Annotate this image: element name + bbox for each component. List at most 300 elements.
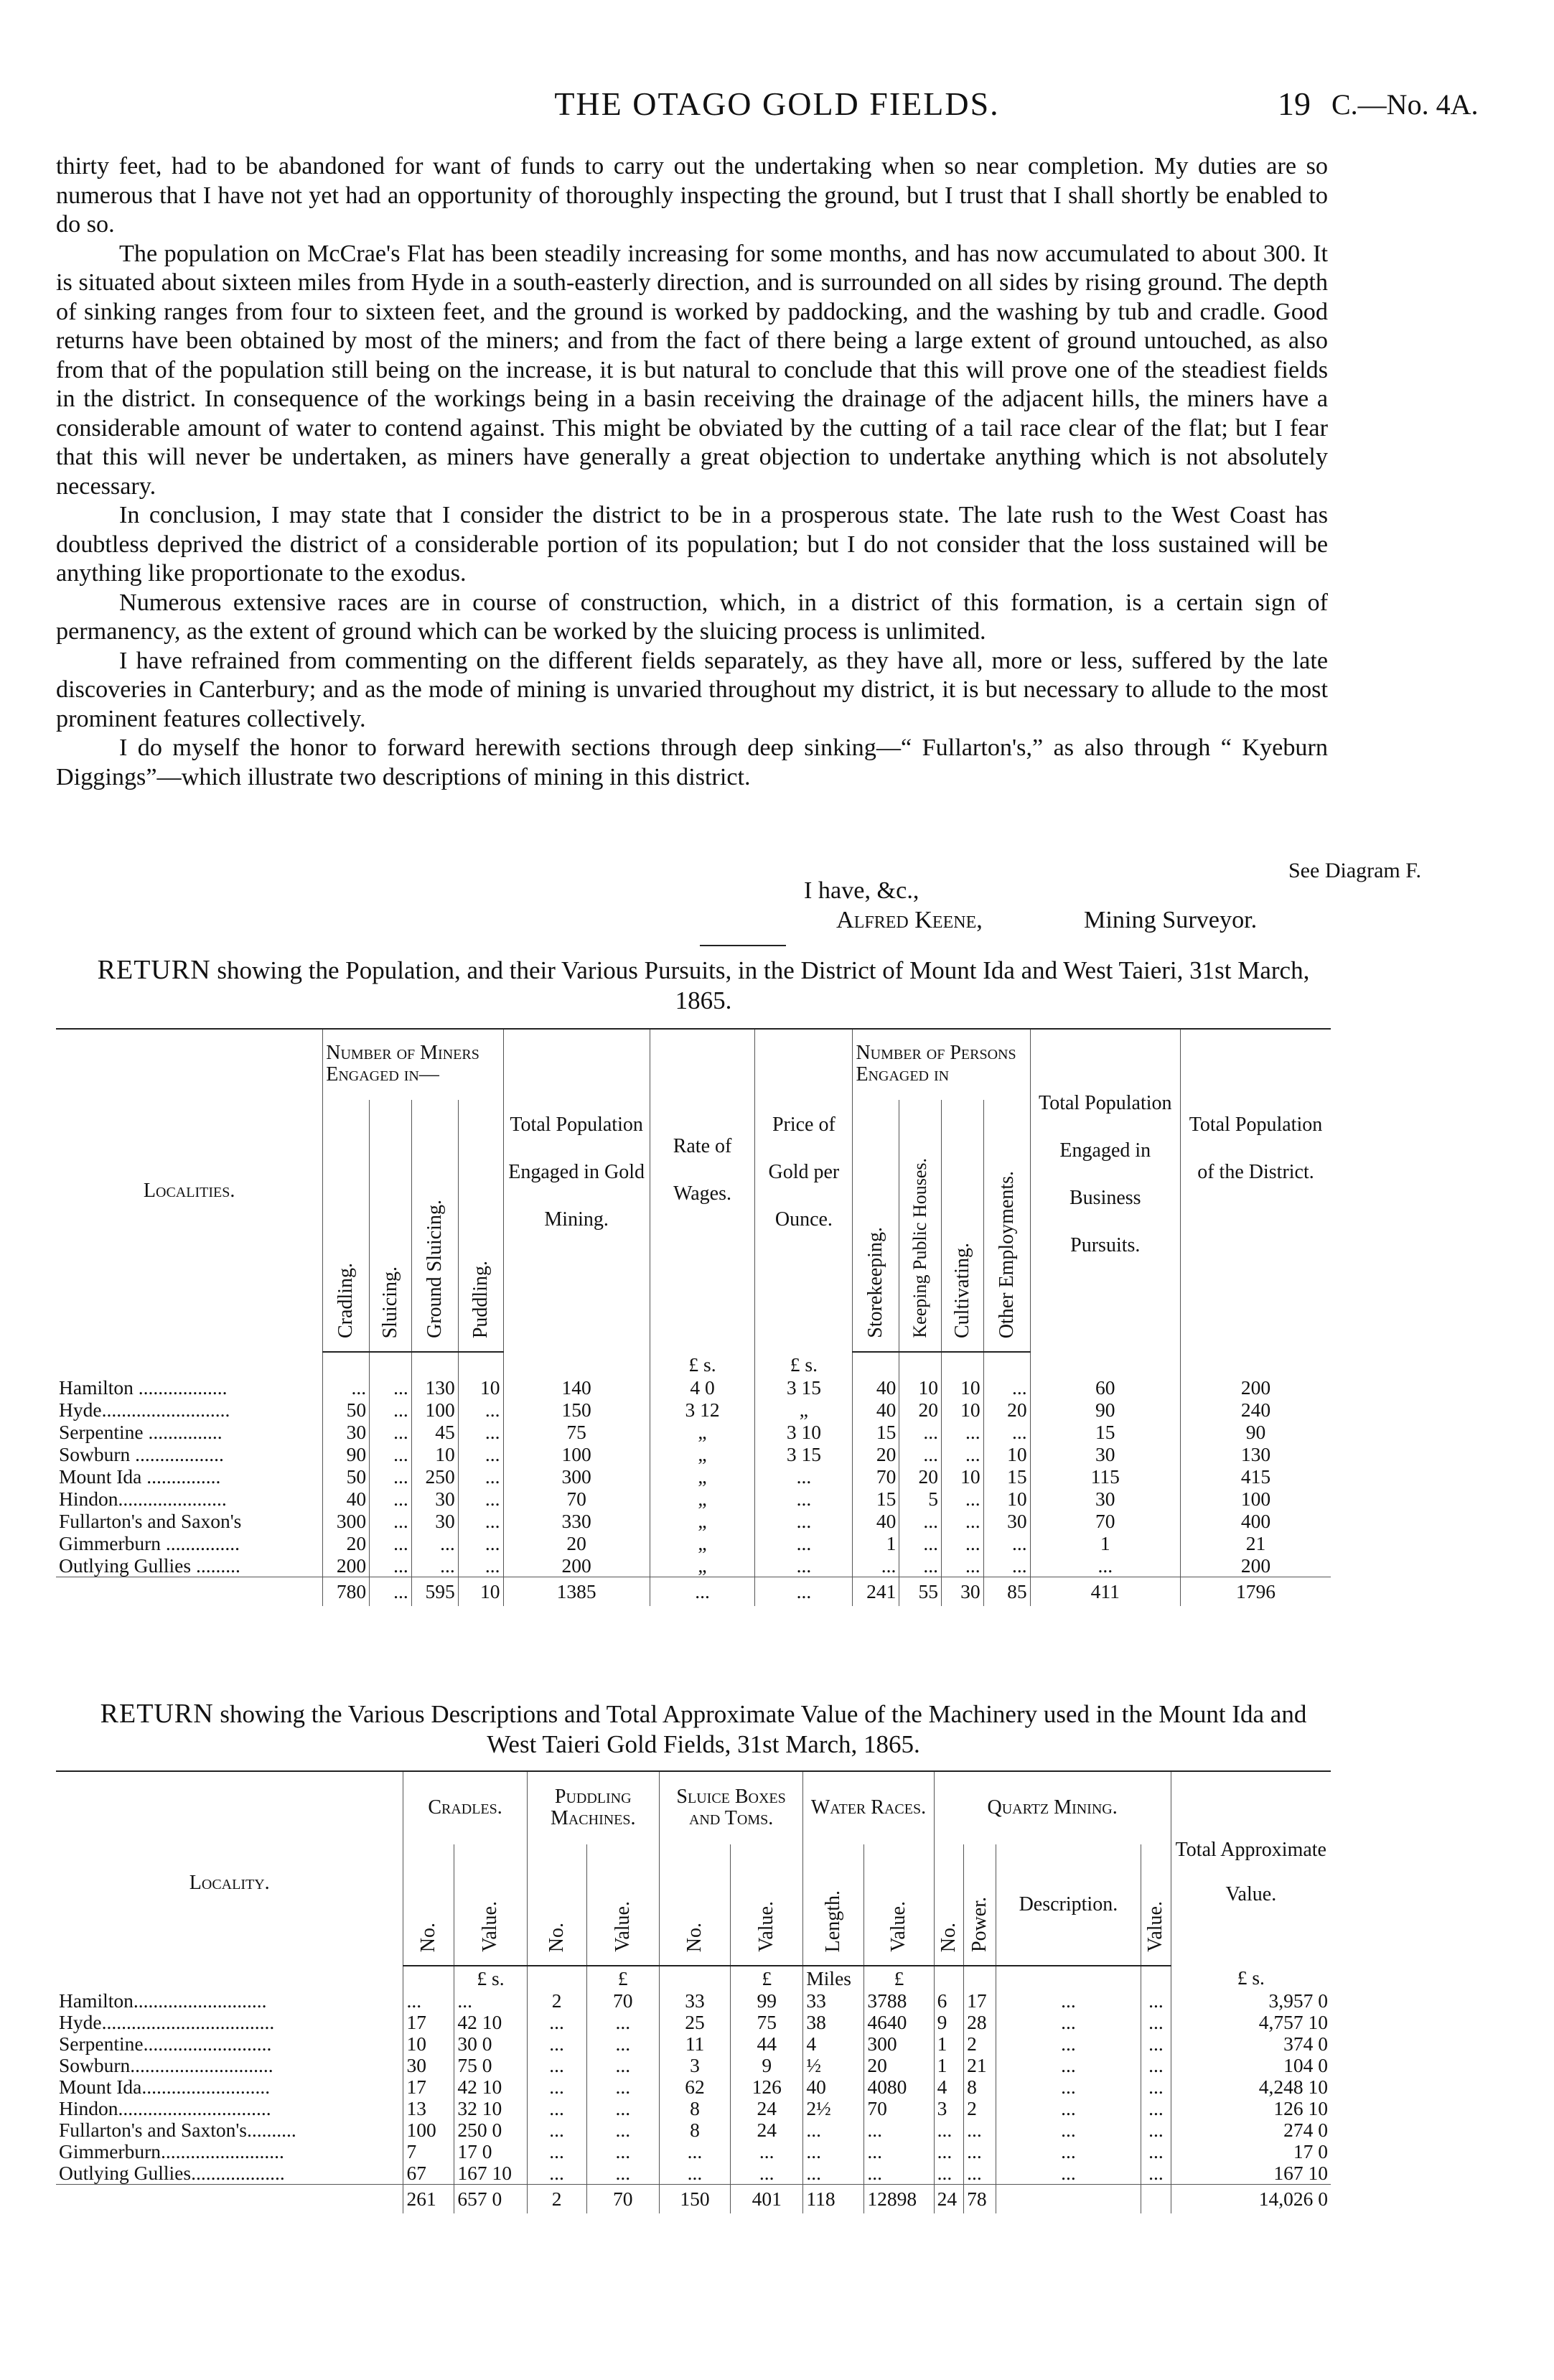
- table-cell: ...: [996, 2012, 1141, 2033]
- table-cell: 3 15: [755, 1443, 853, 1465]
- table-cell: ...: [586, 2162, 659, 2185]
- table-cell: 330: [503, 1510, 650, 1532]
- header-sluice-value: Value.: [755, 1901, 778, 1952]
- total-cell: 2: [527, 2185, 586, 2214]
- table-cell: 1: [1030, 1532, 1180, 1554]
- unit-rate: £ s.: [650, 1352, 755, 1376]
- table-cell: ...: [731, 2141, 803, 2162]
- table-cell: 40: [323, 1488, 370, 1510]
- table-row: [56, 1510, 1331, 1532]
- table-cell: 30: [983, 1510, 1030, 1532]
- table-cell: ...: [458, 1510, 503, 1532]
- unit-price: £ s.: [755, 1352, 853, 1376]
- table-cell: ...: [458, 1488, 503, 1510]
- separator-rule: [700, 945, 786, 946]
- header-water-value: Value.: [887, 1901, 910, 1952]
- table-cell: ...: [853, 1554, 899, 1577]
- locality-name: Hyde...................................: [59, 2011, 275, 2033]
- table-cell: ...: [458, 1532, 503, 1554]
- table-cell: 42 10: [454, 2076, 527, 2098]
- table-cell: ...: [934, 2162, 964, 2185]
- header-other: Other Employments.: [995, 1170, 1018, 1338]
- header-total-district: Total Population of the District.: [1189, 1114, 1323, 1183]
- table-cell: 200: [1181, 1376, 1331, 1399]
- table-cell: 30: [1030, 1488, 1180, 1510]
- table-cell: 300: [864, 2033, 934, 2055]
- table1-body: [56, 1352, 1331, 1577]
- total-cell: 78: [964, 2185, 996, 2214]
- table-cell: ...: [527, 2012, 586, 2033]
- table-cell: 10: [899, 1376, 942, 1399]
- locality-name: Outlying Gullies...................: [59, 2162, 285, 2184]
- table-cell: ...: [803, 2119, 864, 2141]
- table-cell: 70: [1030, 1510, 1180, 1532]
- table-cell: ...: [942, 1510, 984, 1532]
- table-cell: ...: [1141, 2141, 1171, 2162]
- header-puddling-value: Value.: [611, 1901, 634, 1952]
- table-cell: ...: [586, 2055, 659, 2076]
- table-cell: 62: [659, 2076, 730, 2098]
- table-cell: 126 10: [1171, 2098, 1331, 2119]
- table-cell: 4640: [864, 2012, 934, 2033]
- header-sluice-boxes: Sluice Boxes and Toms.: [676, 1786, 786, 1830]
- table-cell: 240: [1181, 1399, 1331, 1421]
- table-cell: ...: [899, 1532, 942, 1554]
- table-row: [56, 1554, 1331, 1577]
- table-cell: „: [650, 1465, 755, 1488]
- table-cell: ...: [370, 1488, 412, 1510]
- table-cell: ...: [411, 1554, 458, 1577]
- locality-name: Gimmerburn ...............: [59, 1532, 240, 1554]
- table-cell: „: [650, 1554, 755, 1577]
- table-cell: ...: [458, 1465, 503, 1488]
- table-cell: ...: [370, 1532, 412, 1554]
- locality-name: Hindon......................: [59, 1488, 227, 1510]
- table-cell: ...: [370, 1443, 412, 1465]
- table-cell: ...: [370, 1554, 412, 1577]
- table-cell: 4: [803, 2033, 864, 2055]
- table-cell: 40: [803, 2076, 864, 2098]
- total-cell: 10: [458, 1577, 503, 1607]
- table-row: [56, 1376, 1331, 1399]
- table-cell: 300: [323, 1510, 370, 1532]
- locality-name: Fullarton's and Saxton's..........: [59, 2119, 296, 2141]
- locality-name: Gimmerburn.........................: [59, 2140, 284, 2162]
- table-cell: ...: [983, 1376, 1030, 1399]
- table-cell: 20: [899, 1399, 942, 1421]
- table-cell: 17: [403, 2012, 454, 2033]
- table-cell: 24: [731, 2098, 803, 2119]
- table-row: [56, 2033, 1331, 2055]
- table-row: [56, 1399, 1331, 1421]
- header-quartz-power: Power.: [968, 1897, 991, 1952]
- table-cell: 30: [403, 2055, 454, 2076]
- table-cell: 8: [659, 2098, 730, 2119]
- header-persons-group: Number of Persons Engaged in: [856, 1042, 1016, 1086]
- header-cradles-value: Value.: [479, 1901, 502, 1952]
- table-cell: ...: [934, 2119, 964, 2141]
- table-cell: ...: [755, 1488, 853, 1510]
- table-cell: 400: [1181, 1510, 1331, 1532]
- table1-caption: [86, 955, 1321, 1016]
- table-cell: 5: [899, 1488, 942, 1510]
- table-cell: ...: [934, 2141, 964, 2162]
- table2-caption: [86, 1699, 1321, 1760]
- table-cell: 44: [731, 2033, 803, 2055]
- table-cell: 200: [323, 1554, 370, 1577]
- total-cell: ...: [650, 1577, 755, 1607]
- total-cell: 24: [934, 2185, 964, 2214]
- table2-caption-text: showing the Various Descriptions and Total Approximate Value of the Machinery used in the Mount Ida and West Taieri Gold Fields, 31st March, 1865.: [220, 1700, 1307, 1758]
- table-cell: 30: [1030, 1443, 1180, 1465]
- table-cell: ...: [996, 1990, 1141, 2012]
- table-row: [56, 2119, 1331, 2141]
- table-cell: 24: [731, 2119, 803, 2141]
- total-cell: [1141, 2185, 1171, 2214]
- unit-cradle-value: £ s.: [454, 1966, 527, 1990]
- table-cell: 15: [1030, 1421, 1180, 1443]
- table-cell: ...: [942, 1554, 984, 1577]
- table-row: [56, 1465, 1331, 1488]
- table-row: [56, 2141, 1331, 2162]
- table-cell: 4: [934, 2076, 964, 2098]
- table-cell: 300: [503, 1465, 650, 1488]
- table-cell: 25: [659, 2012, 730, 2033]
- locality-name: Hamilton ..................: [59, 1376, 228, 1399]
- table-cell: ...: [996, 2162, 1141, 2185]
- total-cell: [56, 2185, 403, 2214]
- header-miners-group: Number of Miners Engaged in—: [326, 1042, 479, 1086]
- table-cell: 3788: [864, 1990, 934, 2012]
- table-row: [56, 2012, 1331, 2033]
- table-cell: 4080: [864, 2076, 934, 2098]
- table-cell: 8: [964, 2076, 996, 2098]
- table-cell: 20: [503, 1532, 650, 1554]
- table-cell: 2: [527, 1990, 586, 2012]
- table-cell: ...: [864, 2162, 934, 2185]
- table-cell: 45: [411, 1421, 458, 1443]
- header-public-houses: Keeping Public Houses.: [909, 1158, 931, 1338]
- table-cell: 167 10: [1171, 2162, 1331, 2185]
- table-cell: ...: [899, 1443, 942, 1465]
- paragraph: thirty feet, had to be abandoned for want of funds to carry out the undertaking when so near completion. My duties are so numerous that I have not yet had an opportunity of thoroughly inspecting the ground, but I trust that I shall shortly be enabled to do so.: [56, 153, 1328, 238]
- table-cell: ...: [1030, 1554, 1180, 1577]
- table-cell: ...: [755, 1532, 853, 1554]
- table-cell: 167 10: [454, 2162, 527, 2185]
- total-cell: 118: [803, 2185, 864, 2214]
- unit-water-value: £: [864, 1966, 934, 1990]
- table-cell: ...: [370, 1421, 412, 1443]
- table-cell: ...: [964, 2141, 996, 2162]
- total-cell: 261: [403, 2185, 454, 2214]
- table-cell: 100: [503, 1443, 650, 1465]
- header-puddling-no: No.: [545, 1922, 568, 1952]
- table-cell: ...: [1141, 2012, 1171, 2033]
- header-quartz-description: Description.: [1019, 1893, 1118, 1915]
- header-quartz-value: Value.: [1144, 1901, 1167, 1952]
- table-cell: 4,757 10: [1171, 2012, 1331, 2033]
- table-cell: ...: [527, 2098, 586, 2119]
- unit-total: £ s.: [1171, 1966, 1331, 1990]
- table-cell: 15: [853, 1421, 899, 1443]
- table-cell: ...: [586, 2098, 659, 2119]
- header-rate: Rate of Wages.: [673, 1135, 732, 1205]
- table-cell: ...: [458, 1443, 503, 1465]
- table-cell: ...: [942, 1421, 984, 1443]
- table2-body: [56, 1966, 1331, 2185]
- total-cell: 657 0: [454, 2185, 527, 2214]
- table-cell: 1: [853, 1532, 899, 1554]
- unit-puddling-value: £: [586, 1966, 659, 1990]
- table-cell: 6: [934, 1990, 964, 2012]
- header-cradling: Cradling.: [334, 1263, 357, 1338]
- side-note: See Diagram F.: [1288, 859, 1422, 882]
- table-cell: ...: [942, 1532, 984, 1554]
- table-cell: ...: [864, 2119, 934, 2141]
- table-cell: ...: [527, 2119, 586, 2141]
- table-cell: 8: [659, 2119, 730, 2141]
- table-cell: 100: [403, 2119, 454, 2141]
- table-cell: 33: [659, 1990, 730, 2012]
- table-cell: 10: [942, 1399, 984, 1421]
- total-cell: 1796: [1181, 1577, 1331, 1607]
- table-cell: 70: [864, 2098, 934, 2119]
- table-cell: 32 10: [454, 2098, 527, 2119]
- table-cell: ...: [659, 2141, 730, 2162]
- table-cell: 415: [1181, 1465, 1331, 1488]
- table-cell: ...: [1141, 2098, 1171, 2119]
- table-cell: ...: [586, 2141, 659, 2162]
- table-cell: 75: [503, 1421, 650, 1443]
- total-cell: ...: [755, 1577, 853, 1607]
- table-cell: 10: [403, 2033, 454, 2055]
- locality-name: Hamilton...........................: [59, 1989, 267, 2012]
- locality-name: Fullarton's and Saxon's: [59, 1510, 242, 1532]
- table-row: [56, 1990, 1331, 2012]
- table-cell: ...: [586, 2012, 659, 2033]
- table-cell: ...: [996, 2098, 1141, 2119]
- table-cell: „: [650, 1510, 755, 1532]
- table-cell: 150: [503, 1399, 650, 1421]
- table-cell: ...: [996, 2033, 1141, 2055]
- header-localities: Localities.: [143, 1179, 235, 1202]
- table-cell: ...: [964, 2119, 996, 2141]
- paragraph: The population on McCrae's Flat has been steadily increasing for some months, and has now accumulated to about 300. It is situated about sixteen miles from Hyde in a south-easterly direction, and is surrounded on all sides by rising ground. The depth of sinking ranges from four to sixteen feet, and the ground is worked by paddocking, and the washing by tub and cradle. Good returns have been obtained by most of the miners; and from the fact of there being a large extent of ground untouched, as also from that of the population still being on the increase, it is but natural to conclude that this will prove one of the steadiest fields in the district. In consequence of the workings being in a basin receiving the drainage of the adjacent hills, the miners have a considerable amount of water to contend against. This might be obviated by the cutting of a tail race clear of the flat; but I fear that this will never be undertaken, as miners have generally a great objection to undertake anything which is not absolutely necessary.: [56, 240, 1328, 500]
- table-cell: ...: [1141, 2162, 1171, 2185]
- table-cell: 40: [853, 1376, 899, 1399]
- table-cell: 30: [411, 1488, 458, 1510]
- table-cell: ...: [527, 2141, 586, 2162]
- locality-name: Serpentine ...............: [59, 1421, 223, 1443]
- table-cell: ...: [864, 2141, 934, 2162]
- table-cell: 3,957 0: [1171, 1990, 1331, 2012]
- table-cell: ...: [942, 1443, 984, 1465]
- signature-name: Alfred Keene,: [836, 907, 983, 933]
- table-cell: 17 0: [1171, 2141, 1331, 2162]
- table-row: [56, 2055, 1331, 2076]
- total-cell: 150: [659, 2185, 730, 2214]
- locality-name: Mount Ida ...............: [59, 1465, 221, 1488]
- table-cell: ...: [996, 2055, 1141, 2076]
- unit-sluice-value: £: [731, 1966, 803, 1990]
- signature-closing: I have, &c.,: [804, 877, 919, 904]
- total-cell: 595: [411, 1577, 458, 1607]
- table-row: [56, 1443, 1331, 1465]
- table2-caption-lead: RETURN: [100, 1699, 214, 1729]
- table-cell: ...: [899, 1510, 942, 1532]
- document-reference: C.—No. 4A.: [1331, 88, 1479, 121]
- table-cell: 20: [323, 1532, 370, 1554]
- table-cell: 28: [964, 2012, 996, 2033]
- table-cell: ...: [803, 2141, 864, 2162]
- table-cell: ...: [527, 2033, 586, 2055]
- locality-name: Hyde..........................: [59, 1399, 230, 1421]
- table-cell: 4 0: [650, 1376, 755, 1399]
- table-cell: 17: [403, 2076, 454, 2098]
- header-price: Price of Gold per Ounce.: [768, 1114, 840, 1231]
- table-cell: ...: [1141, 1990, 1171, 2012]
- table-cell: ...: [458, 1421, 503, 1443]
- table-cell: 100: [411, 1399, 458, 1421]
- table-cell: 50: [323, 1399, 370, 1421]
- table-cell: ...: [458, 1399, 503, 1421]
- table-cell: 30: [411, 1510, 458, 1532]
- table-cell: ½: [803, 2055, 864, 2076]
- table-cell: 21: [1181, 1532, 1331, 1554]
- table-cell: ...: [403, 1990, 454, 2012]
- table-cell: ...: [942, 1488, 984, 1510]
- table-cell: ...: [527, 2055, 586, 2076]
- table-cell: ...: [527, 2162, 586, 2185]
- total-cell: 85: [983, 1577, 1030, 1607]
- table-cell: 1: [934, 2055, 964, 2076]
- table-cell: 17 0: [454, 2141, 527, 2162]
- header-cradles-no: No.: [417, 1922, 440, 1952]
- table-cell: ...: [586, 2119, 659, 2141]
- table-cell: „: [755, 1399, 853, 1421]
- paragraph: I have refrained from commenting on the different fields separately, as they have all, more or less, suffered by the late discoveries in Canterbury; and as the mode of mining is unvaried throughout my district, it is but necessary to allude to the most prominent features collectively.: [56, 647, 1328, 732]
- table-cell: ...: [370, 1376, 412, 1399]
- header-total-value: Total Approximate Value.: [1175, 1839, 1326, 1905]
- total-cell: [996, 2185, 1141, 2214]
- table-cell: 38: [803, 2012, 864, 2033]
- total-cell: [56, 1577, 323, 1607]
- table-cell: 33: [803, 1990, 864, 2012]
- table-cell: 70: [586, 1990, 659, 2012]
- total-cell: 55: [899, 1577, 942, 1607]
- table-cell: 99: [731, 1990, 803, 2012]
- header-puddling-machines: Puddling Machines.: [550, 1786, 636, 1830]
- table-row: [56, 1421, 1331, 1443]
- table-cell: 2: [964, 2098, 996, 2119]
- table-cell: ...: [899, 1554, 942, 1577]
- table-cell: 250: [411, 1465, 458, 1488]
- table-cell: ...: [983, 1554, 1030, 1577]
- table-cell: 17: [964, 1990, 996, 2012]
- table-cell: 10: [983, 1488, 1030, 1510]
- table-cell: 4,248 10: [1171, 2076, 1331, 2098]
- table-cell: 3: [934, 2098, 964, 2119]
- table-cell: ...: [803, 2162, 864, 2185]
- table-cell: 130: [1181, 1443, 1331, 1465]
- table-cell: ...: [586, 2076, 659, 2098]
- table-cell: 104 0: [1171, 2055, 1331, 2076]
- table-cell: „: [650, 1421, 755, 1443]
- table-cell: ...: [1141, 2119, 1171, 2141]
- table-cell: ...: [458, 1554, 503, 1577]
- table-cell: 42 10: [454, 2012, 527, 2033]
- header-cultivating: Cultivating.: [950, 1243, 973, 1338]
- locality-name: Sowburn.............................: [59, 2054, 273, 2076]
- table-cell: ...: [454, 1990, 527, 2012]
- total-cell: 30: [942, 1577, 984, 1607]
- table-cell: ...: [755, 1510, 853, 1532]
- table-cell: ...: [755, 1465, 853, 1488]
- table-cell: 2: [964, 2033, 996, 2055]
- table-cell: ...: [323, 1376, 370, 1399]
- table-cell: 40: [853, 1399, 899, 1421]
- header-water-races: Water Races.: [810, 1796, 927, 1819]
- paragraph: In conclusion, I may state that I consider the district to be in a prosperous state. The late rush to the West Coast has doubtless deprived the district of a considerable portion of its population; but I do not consider that the loss sustained will be anything like proportionate to the exodus.: [56, 502, 1328, 587]
- table-cell: 67: [403, 2162, 454, 2185]
- table-row: [56, 2098, 1331, 2119]
- table-cell: ...: [996, 2076, 1141, 2098]
- table-cell: 70: [853, 1465, 899, 1488]
- table-cell: 20: [983, 1399, 1030, 1421]
- table-cell: ...: [370, 1399, 412, 1421]
- table-cell: ...: [1141, 2076, 1171, 2098]
- header-cradles: Cradles.: [428, 1796, 502, 1819]
- table-cell: 2½: [803, 2098, 864, 2119]
- table1-caption-lead: RETURN: [97, 955, 211, 985]
- total-cell: 241: [853, 1577, 899, 1607]
- table-cell: 90: [1181, 1421, 1331, 1443]
- table-cell: ...: [983, 1532, 1030, 1554]
- table-cell: ...: [370, 1465, 412, 1488]
- table-cell: 200: [1181, 1554, 1331, 1577]
- header-quartz-no: No.: [937, 1922, 960, 1952]
- table-cell: 7: [403, 2141, 454, 2162]
- table-cell: 30: [323, 1421, 370, 1443]
- table-cell: 126: [731, 2076, 803, 2098]
- total-cell: 401: [731, 2185, 803, 2214]
- header-ground-sluicing: Ground Sluicing.: [423, 1200, 446, 1338]
- total-cell: ...: [370, 1577, 412, 1607]
- table-cell: 3: [659, 2055, 730, 2076]
- table-cell: 10: [942, 1376, 984, 1399]
- table-cell: 15: [983, 1465, 1030, 1488]
- table-cell: 250 0: [454, 2119, 527, 2141]
- table-cell: 200: [503, 1554, 650, 1577]
- table2-totals-row: [56, 2185, 1331, 2214]
- table-cell: 75: [731, 2012, 803, 2033]
- page-number: 19: [1278, 85, 1311, 122]
- table-cell: ...: [755, 1554, 853, 1577]
- page-header-title: THE OTAGO GOLD FIELDS.: [554, 85, 1000, 122]
- table-cell: 140: [503, 1376, 650, 1399]
- locality-name: Hindon...............................: [59, 2097, 271, 2119]
- table-cell: 21: [964, 2055, 996, 2076]
- locality-name: Sowburn ..................: [59, 1443, 224, 1465]
- table-cell: ...: [1141, 2033, 1171, 2055]
- signature-title: Mining Surveyor.: [1084, 907, 1258, 933]
- table-cell: 115: [1030, 1465, 1180, 1488]
- table-cell: „: [650, 1488, 755, 1510]
- table-cell: ...: [996, 2141, 1141, 2162]
- table-cell: 9: [731, 2055, 803, 2076]
- table-cell: 10: [983, 1443, 1030, 1465]
- table-cell: 40: [853, 1510, 899, 1532]
